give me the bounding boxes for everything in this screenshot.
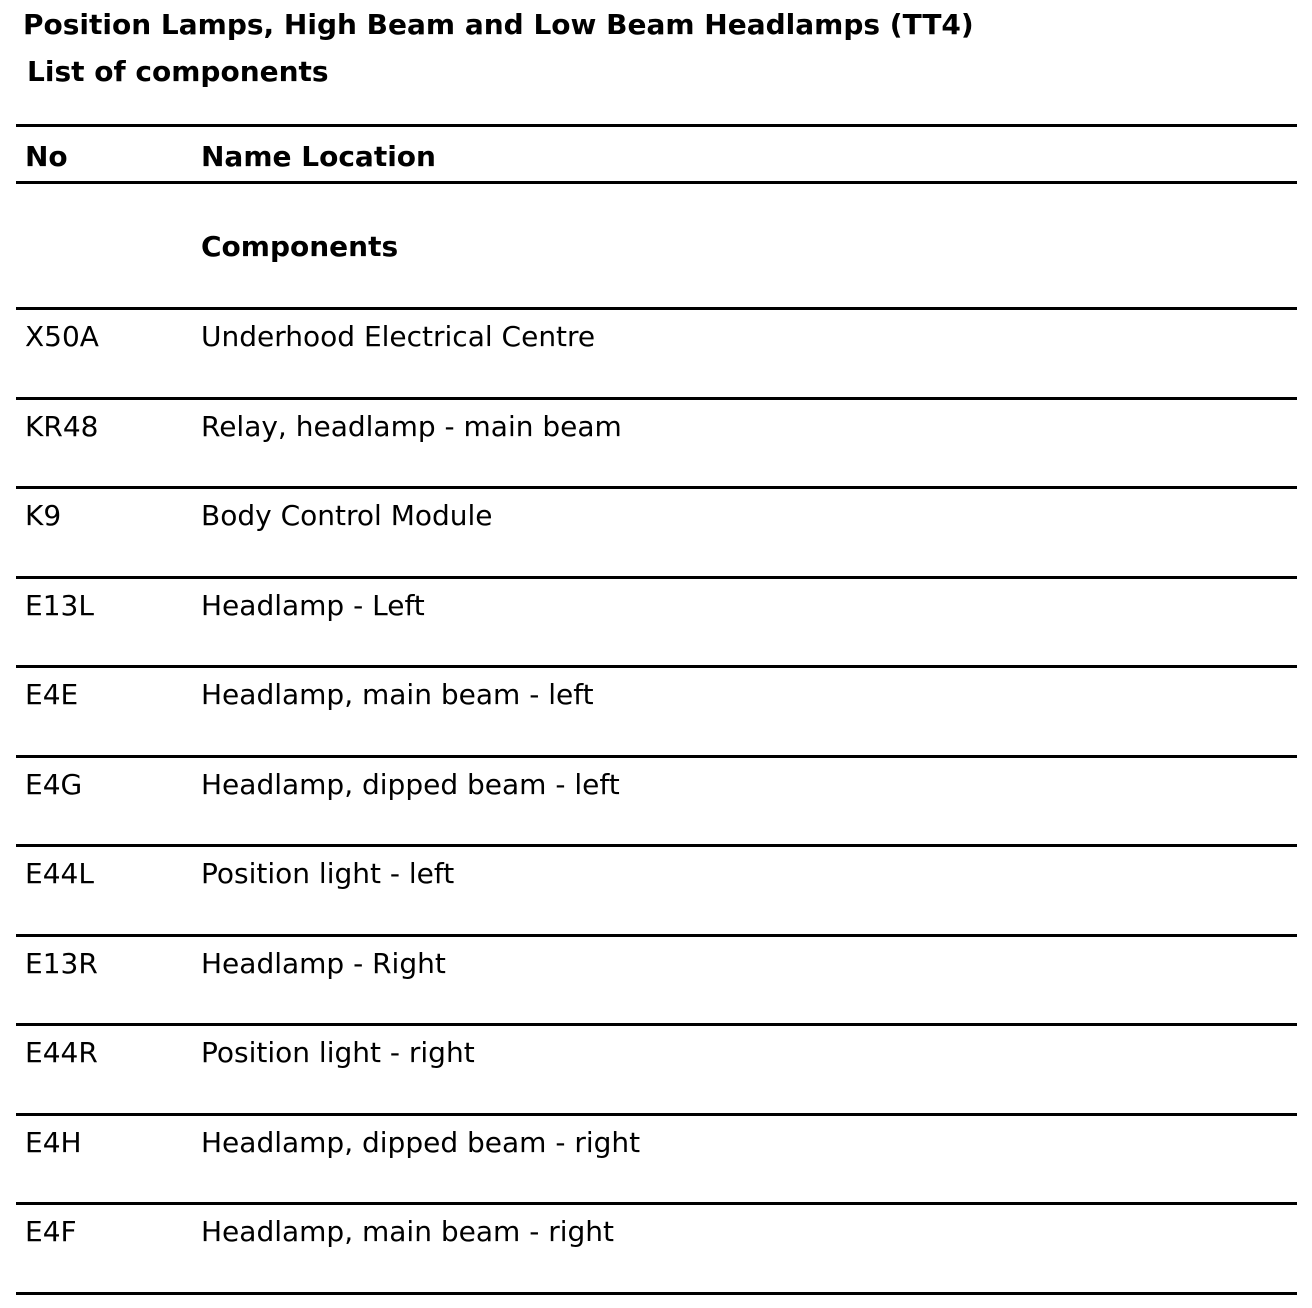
component-name: Relay, headlamp - main beam bbox=[201, 409, 622, 443]
table-row bbox=[16, 847, 1297, 937]
component-no: E4H bbox=[25, 1125, 82, 1159]
component-no: X50A bbox=[25, 320, 99, 353]
component-name: Headlamp, main beam - left bbox=[201, 678, 594, 711]
page-subtitle: List of components bbox=[27, 55, 329, 88]
section-heading: Components bbox=[201, 230, 399, 263]
component-no: E13L bbox=[25, 588, 94, 622]
component-no: E13R bbox=[25, 946, 98, 980]
component-no: E4F bbox=[25, 1215, 77, 1248]
column-header-name-location: Name Location bbox=[201, 140, 436, 173]
table-row bbox=[16, 937, 1297, 1027]
component-no: E44L bbox=[25, 857, 94, 890]
component-name: Headlamp, main beam - right bbox=[201, 1215, 614, 1248]
table-row bbox=[16, 489, 1297, 579]
components-table bbox=[16, 124, 1297, 1295]
table-row bbox=[16, 758, 1297, 848]
table-row bbox=[16, 1026, 1297, 1116]
component-no: K9 bbox=[25, 499, 62, 532]
component-name: Headlamp - Right bbox=[201, 946, 446, 980]
table-row bbox=[16, 1205, 1297, 1295]
component-name: Body Control Module bbox=[201, 499, 493, 532]
component-name: Underhood Electrical Centre bbox=[201, 320, 596, 353]
table-header-row bbox=[16, 127, 1297, 184]
component-no: E4E bbox=[25, 678, 79, 711]
component-name: Headlamp, dipped beam - right bbox=[201, 1125, 641, 1159]
component-name: Headlamp, dipped beam - left bbox=[201, 767, 620, 801]
table-row bbox=[16, 668, 1297, 758]
component-no: KR48 bbox=[25, 409, 99, 443]
page-title: Position Lamps, High Beam and Low Beam Headlamps (TT4) bbox=[23, 8, 974, 41]
table-row bbox=[16, 400, 1297, 490]
component-no: E4G bbox=[25, 767, 83, 801]
table-row bbox=[16, 310, 1297, 400]
table-row bbox=[16, 1116, 1297, 1206]
component-name: Position light - right bbox=[201, 1036, 475, 1069]
table-row bbox=[16, 579, 1297, 669]
column-header-no: No bbox=[25, 140, 68, 173]
section-row bbox=[16, 184, 1297, 310]
component-name: Headlamp - Left bbox=[201, 588, 425, 622]
component-no: E44R bbox=[25, 1036, 98, 1069]
component-name: Position light - left bbox=[201, 857, 455, 890]
